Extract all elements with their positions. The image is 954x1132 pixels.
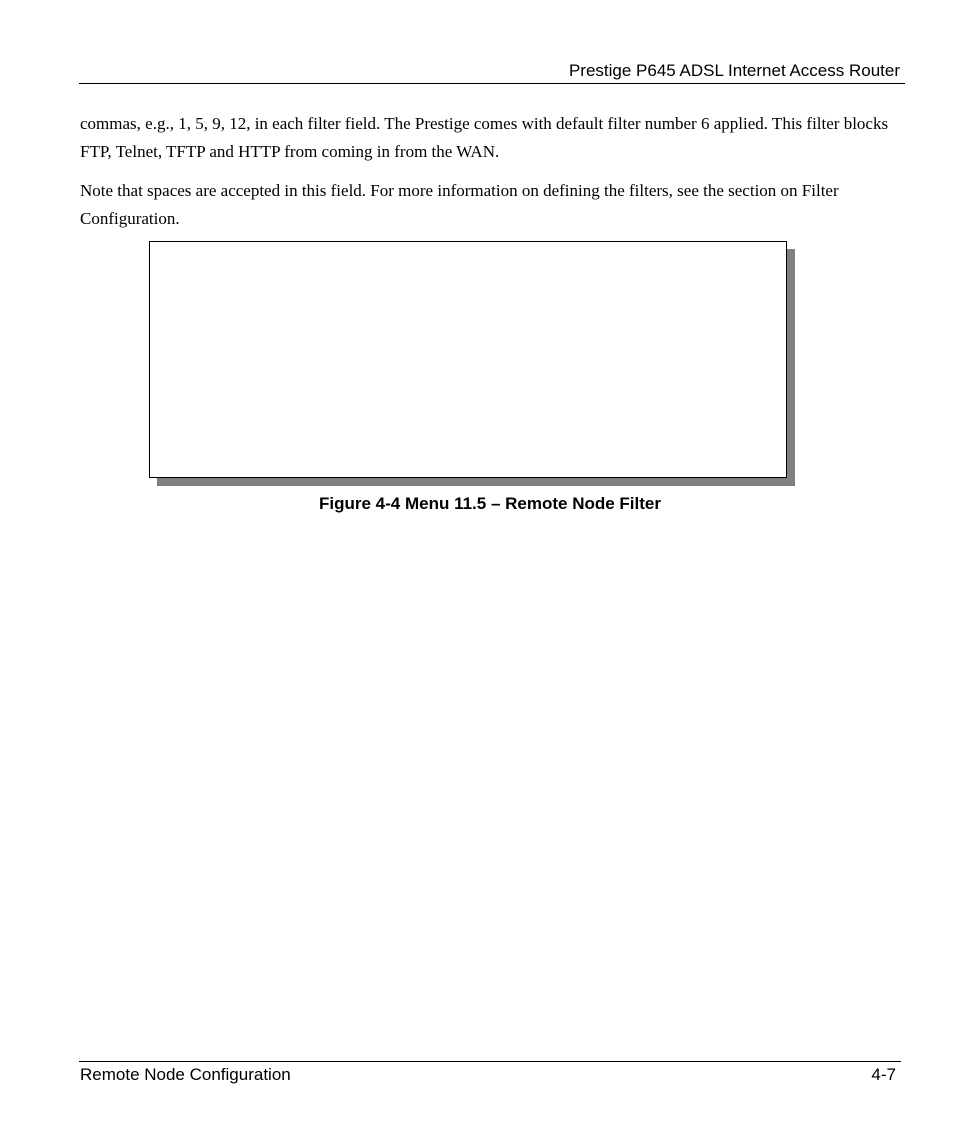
header-divider xyxy=(79,83,905,84)
footer-page-number: 4-7 xyxy=(871,1065,896,1084)
figure-caption: Figure 4-4 Menu 11.5 – Remote Node Filter xyxy=(319,494,661,513)
page-header-title: Prestige P645 ADSL Internet Access Router xyxy=(568,61,900,80)
body-paragraph-2: Note that spaces are accepted in this field. For more information on defining the filters, see the section on Filter Configuration. xyxy=(80,181,839,228)
figure-frame xyxy=(149,241,787,478)
footer-divider xyxy=(79,1061,901,1062)
body-paragraph-1: commas, e.g., 1, 5, 9, 12, in each filter field. The Prestige comes with default filter number 6 applied. This filter blocks FTP, Telnet, TFTP and HTTP from coming in from the WAN. xyxy=(80,114,889,161)
footer-section-title: Remote Node Configuration xyxy=(80,1065,291,1084)
